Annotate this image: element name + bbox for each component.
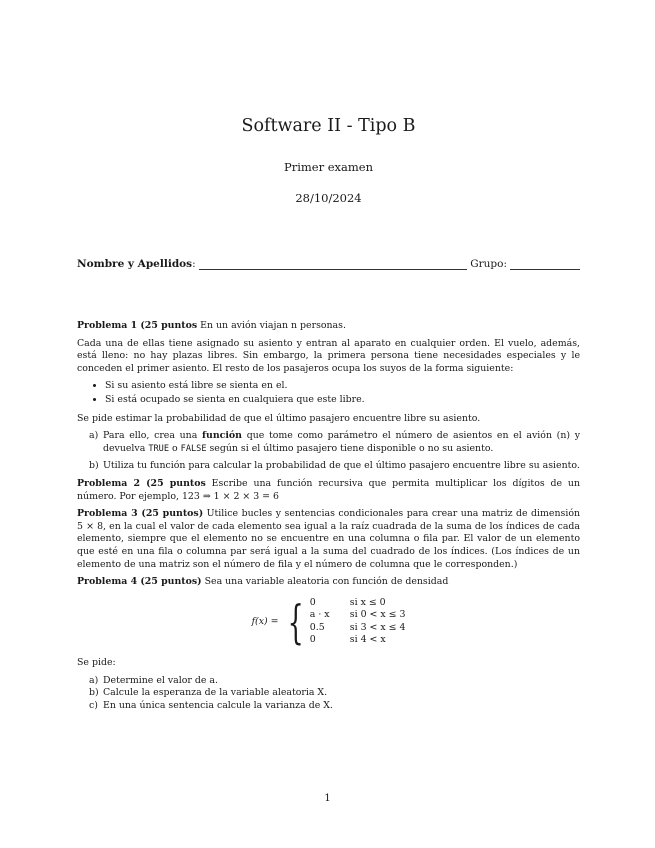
code-false: FALSE: [180, 443, 207, 454]
problem-4-heading: Problema 4 (25 puntos): [77, 576, 202, 588]
problem-4-intro: [77, 576, 580, 589]
problem-1-bullets: [77, 380, 580, 406]
left-brace: {: [287, 594, 304, 649]
item-text-part: que tome como parámetro el número de asientos en el avión (n) y devuelva: [103, 430, 580, 454]
group-field[interactable]: [510, 259, 580, 270]
item-text: Utiliza tu función para calcular la probabilidad de que el último pasajero encuentre libre su asiento.: [103, 460, 580, 472]
item-text: Determine el valor de a.: [103, 674, 218, 686]
name-colon: :: [192, 258, 196, 270]
list-item: • Si su asiento está libre se sienta en el.: [105, 380, 580, 393]
student-info-row: [77, 258, 580, 270]
problem-3: [77, 508, 580, 571]
list-item: [89, 675, 580, 688]
group-label: Grupo:: [470, 258, 507, 270]
problem-4-ask: Se pide:: [77, 657, 116, 669]
item-text: [103, 430, 580, 455]
exam-subtitle: Primer examen: [283, 160, 374, 174]
problem-3-text: Utilice bucles y sentencias condicionales para crear una matriz de dimensión 5 × 8, en la cual el valor de cada elemento sea igual a la raíz cuadrada de la suma de los índices de cada elemento, siempre que el elemento no se encuentre en una columna o fila par. El valor de un elemento que esté en una fila o columna par será igual a la suma del cuadrado de los índices. (Los índices de un elemento de una matriz son el número de fila y el número de columna que le corresponden.): [77, 508, 581, 570]
page-number: 1: [324, 793, 331, 804]
problem-2: [77, 478, 580, 503]
exam-date: 28/10/2024: [295, 191, 362, 205]
case-value: a · x: [309, 609, 330, 621]
list-item: [89, 687, 580, 700]
case-value: 0: [309, 634, 316, 646]
problem-1-ask: Se pide estimar la probabilidad de que el último pasajero encuentre libre su asiento.: [77, 412, 481, 424]
problem-4-intro-text: Sea una variable aleatoria con función de densidad: [204, 576, 449, 588]
exam-content: [77, 320, 580, 717]
item-label: a): [89, 674, 99, 686]
list-item: [89, 700, 580, 713]
problem-4-items: [77, 675, 580, 713]
list-item: • Si está ocupado se sienta en cualquiera que este libre.: [105, 394, 580, 407]
problem-2-heading: Problema 2 (25 puntos: [77, 477, 206, 489]
problem-1-heading: Problema 1 (25 puntos: [77, 320, 198, 331]
item-text-part: o: [172, 442, 178, 454]
function-lhs: f(x) =: [251, 615, 279, 627]
case-value: 0: [309, 596, 316, 608]
list-item: [89, 460, 580, 473]
piecewise-cases: [310, 597, 406, 647]
case-condition: si 3 < x ≤ 4: [349, 621, 406, 633]
item-label: b): [89, 460, 99, 472]
name-field[interactable]: [199, 259, 468, 270]
name-label: Nombre y Apellidos: [77, 258, 193, 270]
item-label: a): [89, 430, 99, 442]
density-function: [77, 594, 580, 649]
problem-3-heading: Problema 3 (25 puntos): [77, 508, 204, 520]
item-label: c): [89, 699, 98, 711]
page-title: Software II - Tipo B: [241, 116, 416, 136]
item-label: b): [89, 687, 99, 699]
case-value: 0.5: [309, 621, 325, 633]
problem-1-intro-text: En un avión viajan n personas.: [200, 320, 346, 331]
problem-1-paragraph: Cada una de ellas tiene asignado su asiento y entran al aparato en cualquier orden. El vuelo, además, está lleno: no hay plazas libres. Sin embargo, la primera persona tiene necesidades especiales y le conceden el primer asiento. El resto de los pasajeros ocupa los suyos de la forma siguiente:: [77, 337, 580, 374]
case-condition: si x ≤ 0: [349, 596, 386, 608]
problem-1-items: [77, 430, 580, 473]
problem-2-text: Escribe una función recursiva que permita multiplicar los dígitos de un número. Por ejemplo, 123 ⇒ 1 × 2 × 3 = 6: [77, 477, 581, 502]
case-condition: si 4 < x: [349, 634, 386, 646]
code-true: TRUE: [148, 443, 170, 454]
item-text-part: Para ello, crea una: [103, 430, 198, 442]
item-text-part: según si el último pasajero tiene disponible o no su asiento.: [209, 442, 494, 454]
item-text: Calcule la esperanza de la variable aleatoria X.: [103, 687, 328, 699]
case-condition: si 0 < x ≤ 3: [349, 609, 406, 621]
item-text: En una única sentencia calcule la varianza de X.: [103, 699, 333, 711]
list-item: [89, 430, 580, 455]
item-bold-word: función: [201, 430, 242, 442]
problem-1-intro: [77, 320, 580, 333]
